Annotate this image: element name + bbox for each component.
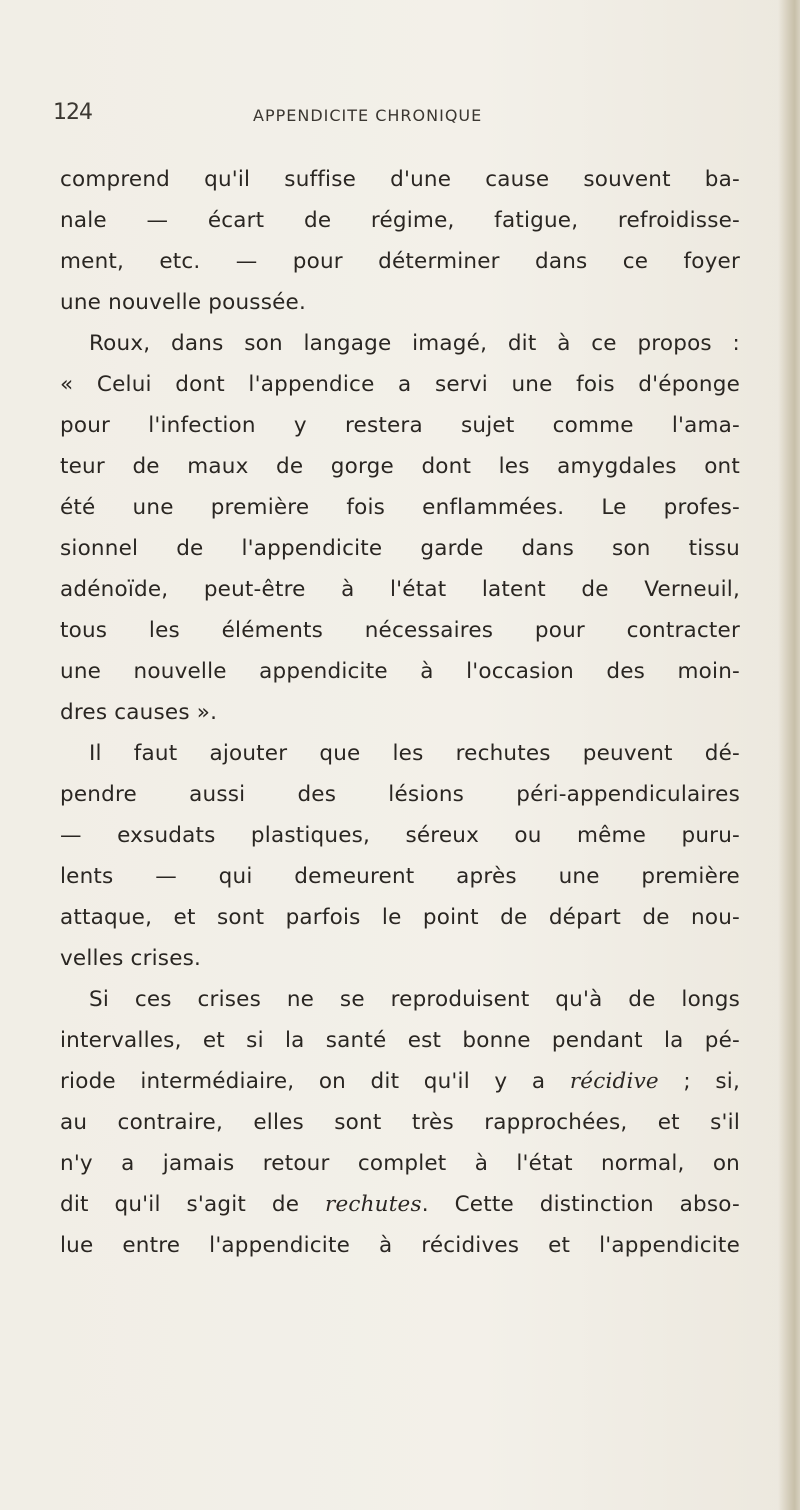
text-segment: dit qu'il s'agit de xyxy=(60,1192,325,1217)
page-number: 124 xyxy=(53,100,92,125)
text-line: lents — qui demeurent après une première xyxy=(60,864,740,889)
text-line: une nouvelle poussée. xyxy=(60,290,307,315)
text-segment: ; si, xyxy=(658,1069,741,1094)
text-line: — exsudats plastiques, séreux ou même puru- xyxy=(60,823,740,848)
text-line: une nouvelle appendicite à l'occasion des moin- xyxy=(60,659,740,684)
text-line: pour l'infection y restera sujet comme l'ama- xyxy=(60,413,740,438)
text-line: comprend qu'il suffise d'une cause souvent ba- xyxy=(60,167,740,192)
italic-term: récidive xyxy=(569,1069,659,1094)
text-line xyxy=(60,1061,740,1102)
text-line: velles crises. xyxy=(60,946,202,971)
text-line: lue entre l'appendicite à récidives et l'appendicite xyxy=(60,1233,740,1258)
text-line: été une première fois enflammées. Le profes- xyxy=(60,495,740,520)
text-line: adénoïde, peut-être à l'état latent de Verneuil, xyxy=(60,577,740,602)
text-line: Il faut ajouter que les rechutes peuvent dé- xyxy=(89,741,740,766)
text-line: « Celui dont l'appendice a servi une fois d'éponge xyxy=(60,372,740,397)
page-header xyxy=(53,100,753,140)
body-text xyxy=(60,159,740,1266)
page-edge-shadow xyxy=(778,0,800,1510)
text-line xyxy=(60,1184,740,1225)
text-line: Roux, dans son langage imagé, dit à ce propos : xyxy=(89,331,740,356)
text-segment: . Cette distinction abso- xyxy=(421,1192,741,1217)
text-segment: riode intermédiaire, on dit qu'il y a xyxy=(60,1069,570,1094)
text-line: Si ces crises ne se reproduisent qu'à de longs xyxy=(89,987,740,1012)
text-line: n'y a jamais retour complet à l'état normal, on xyxy=(60,1151,740,1176)
text-line: au contraire, elles sont très rapprochées, et s'il xyxy=(60,1110,740,1135)
text-line: dres causes ». xyxy=(60,700,218,725)
text-line: pendre aussi des lésions péri-appendiculaires xyxy=(60,782,740,807)
text-line: ment, etc. — pour déterminer dans ce foyer xyxy=(60,249,740,274)
text-line: attaque, et sont parfois le point de départ de nou- xyxy=(60,905,740,930)
italic-term: rechutes xyxy=(324,1192,422,1217)
text-line: teur de maux de gorge dont les amygdales ont xyxy=(60,454,740,479)
running-title: APPENDICITE CHRONIQUE xyxy=(253,106,483,125)
text-line: tous les éléments nécessaires pour contracter xyxy=(60,618,740,643)
text-line: sionnel de l'appendicite garde dans son tissu xyxy=(60,536,740,561)
text-line: nale — écart de régime, fatigue, refroidisse- xyxy=(60,208,740,233)
text-line: intervalles, et si la santé est bonne pendant la pé- xyxy=(60,1028,740,1053)
